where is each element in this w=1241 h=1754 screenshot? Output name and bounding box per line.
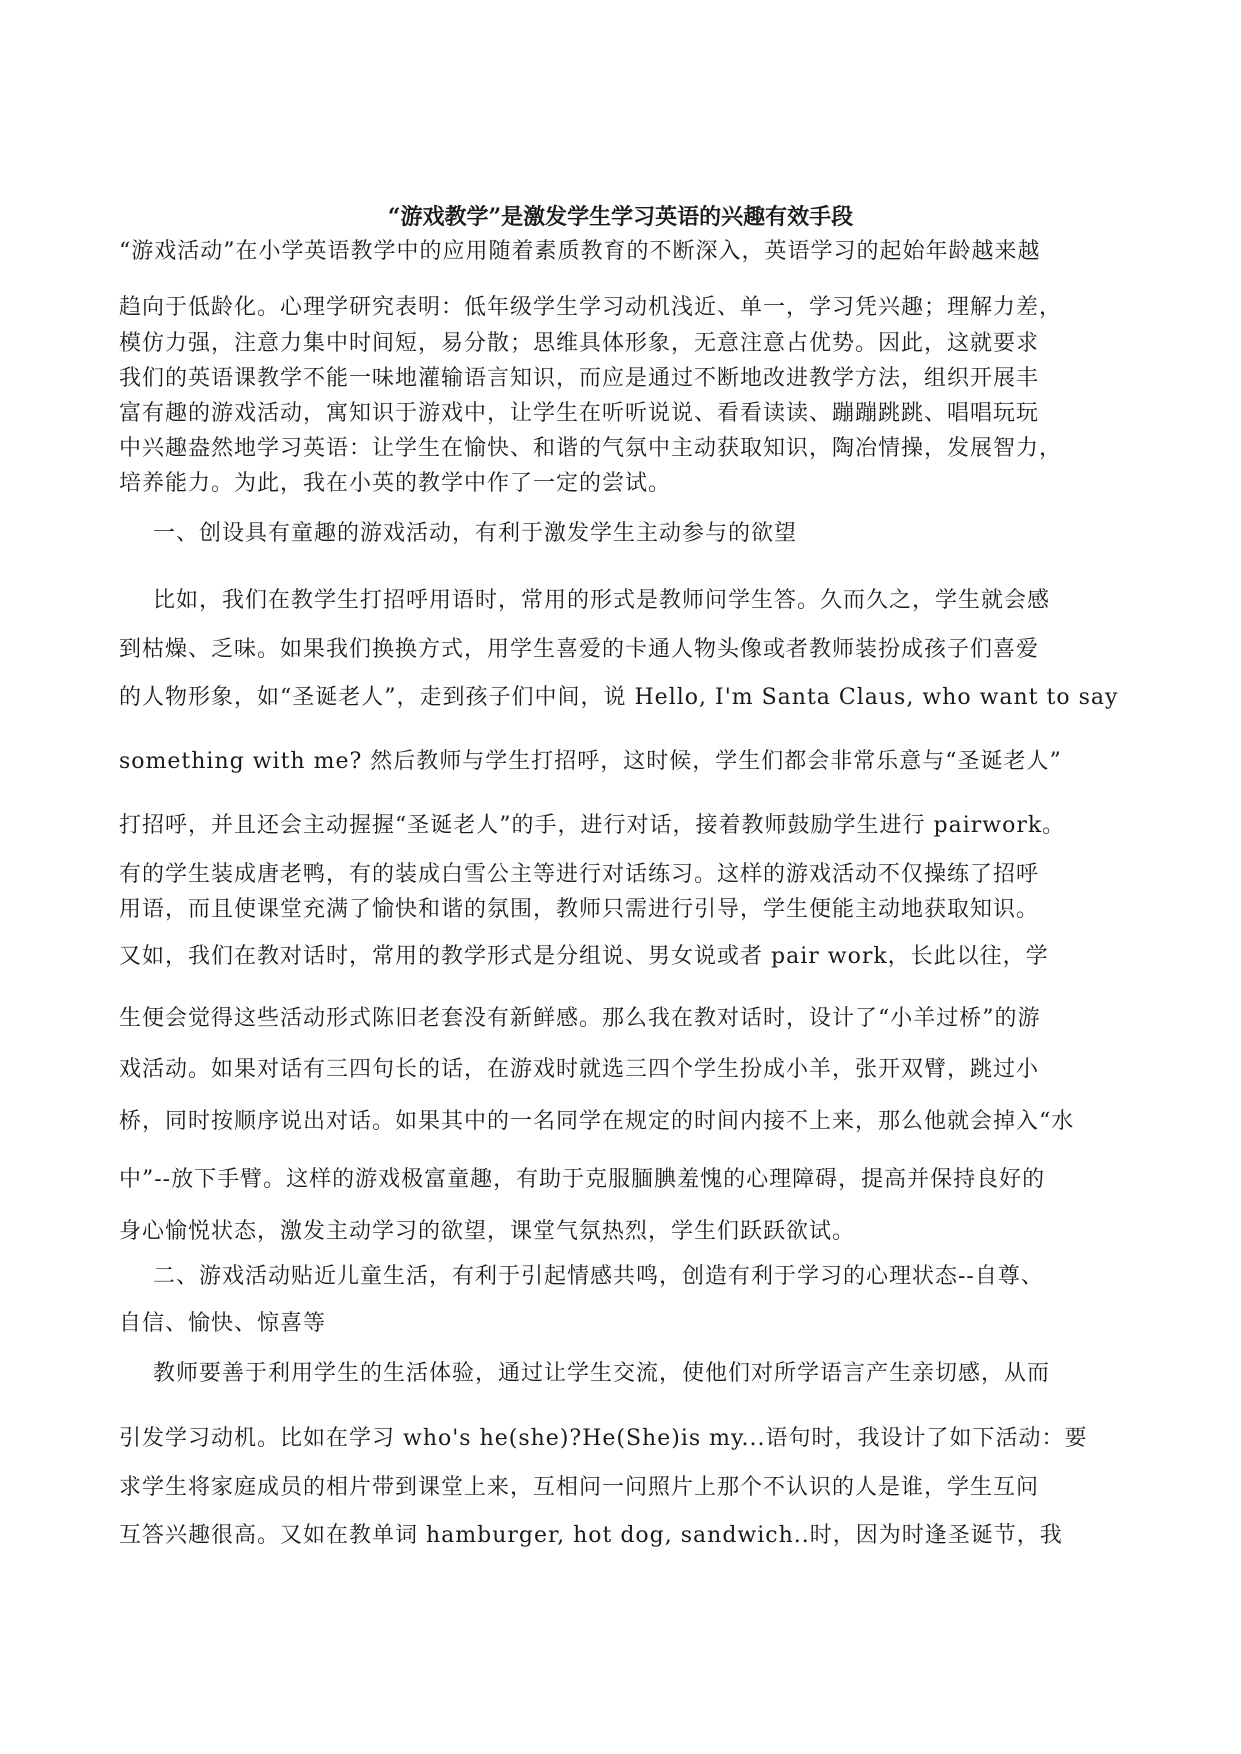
text-line: 有的学生装成唐老鸭，有的装成白雪公主等进行对话练习。这样的游戏活动不仅操练了招呼 — [119, 862, 1040, 887]
document-title: “游戏教学”是激发学生学习英语的兴趣有效手段 — [387, 204, 854, 230]
text-line: 身心愉悦状态，激发主动学习的欲望，课堂气氛热烈，学生们跃跃欲试。 — [119, 1219, 856, 1244]
text-line: 教师要善于利用学生的生活体验，通过让学生交流，使他们对所学语言产生亲切感，从而 — [153, 1361, 1051, 1386]
text-line: 培养能力。为此，我在小英的教学中作了一定的尝试。 — [119, 471, 672, 496]
text-line: something with me? 然后教师与学生打招呼，这时候，学生们都会非常乐意与“圣诞老人” — [119, 749, 1062, 774]
text-line: 引发学习动机。比如在学习 who's he(she)?He(She)is my...语句时，我设计了如下活动：要 — [119, 1426, 1088, 1451]
text-line: 我们的英语课教学不能一味地灌输语言知识，而应是通过不断地改进教学方法，组织开展丰 — [119, 366, 1040, 391]
text-line: 比如，我们在教学生打招呼用语时，常用的形式是教师问学生答。久而久之，学生就会感 — [153, 588, 1051, 613]
text-line: “游戏活动”在小学英语教学中的应用随着素质教育的不断深入，英语学习的起始年龄越来越 — [119, 239, 1041, 264]
text-line: 模仿力强，注意力集中时间短，易分散；思维具体形象，无意注意占优势。因此，这就要求 — [119, 331, 1040, 356]
text-line: 互答兴趣很高。又如在教单词 hamburger, hot dog, sandwich..时，因为时逢圣诞节，我 — [119, 1523, 1063, 1548]
text-line: 生便会觉得这些活动形式陈旧老套没有新鲜感。那么我在教对话时，设计了“小羊过桥”的游 — [119, 1006, 1041, 1031]
text-line: 中”--放下手臂。这样的游戏极富童趣，有助于克服腼腆羞愧的心理障碍，提高并保持良好的 — [119, 1167, 1046, 1192]
text-line: 打招呼，并且还会主动握握“圣诞老人”的手，进行对话，接着教师鼓励学生进行 pairwork。 — [119, 813, 1066, 838]
section-heading: 一、创设具有童趣的游戏活动，有利于激发学生主动参与的欲望 — [153, 521, 798, 546]
text-line: 的人物形象，如“圣诞老人”，走到孩子们中间，说 Hello, I'm Santa Claus, who want to say — [119, 685, 1119, 710]
text-line: 趋向于低龄化。心理学研究表明：低年级学生学习动机浅近、单一，学习凭兴趣；理解力差， — [119, 295, 1063, 320]
text-line: 用语，而且使课堂充满了愉快和谐的氛围，教师只需进行引导，学生便能主动地获取知识。 — [119, 897, 1040, 922]
text-line: 到枯燥、乏味。如果我们换换方式，用学生喜爱的卡通人物头像或者教师装扮成孩子们喜爱 — [119, 637, 1040, 662]
text-line: 求学生将家庭成员的相片带到课堂上来，互相问一问照片上那个不认识的人是谁，学生互问 — [119, 1475, 1040, 1500]
section-heading: 二、游戏活动贴近儿童生活，有利于引起情感共鸣，创造有利于学习的心理状态--自尊、 — [153, 1264, 1044, 1289]
text-line: 戏活动。如果对话有三四句长的话，在游戏时就选三四个学生扮成小羊，张开双臂，跳过小 — [119, 1057, 1040, 1082]
section-heading: 自信、愉快、惊喜等 — [119, 1311, 327, 1336]
text-line: 桥，同时按顺序说出对话。如果其中的一名同学在规定的时间内接不上来，那么他就会掉入“水 — [119, 1109, 1075, 1134]
text-line: 又如，我们在教对话时，常用的教学形式是分组说、男女说或者 pair work，长此以往，学 — [119, 944, 1049, 969]
text-line: 富有趣的游戏活动，寓知识于游戏中，让学生在听听说说、看看读读、蹦蹦跳跳、唱唱玩玩 — [119, 401, 1040, 426]
text-line: 中兴趣盎然地学习英语：让学生在愉快、和谐的气氛中主动获取知识，陶冶情操，发展智力， — [119, 436, 1063, 461]
